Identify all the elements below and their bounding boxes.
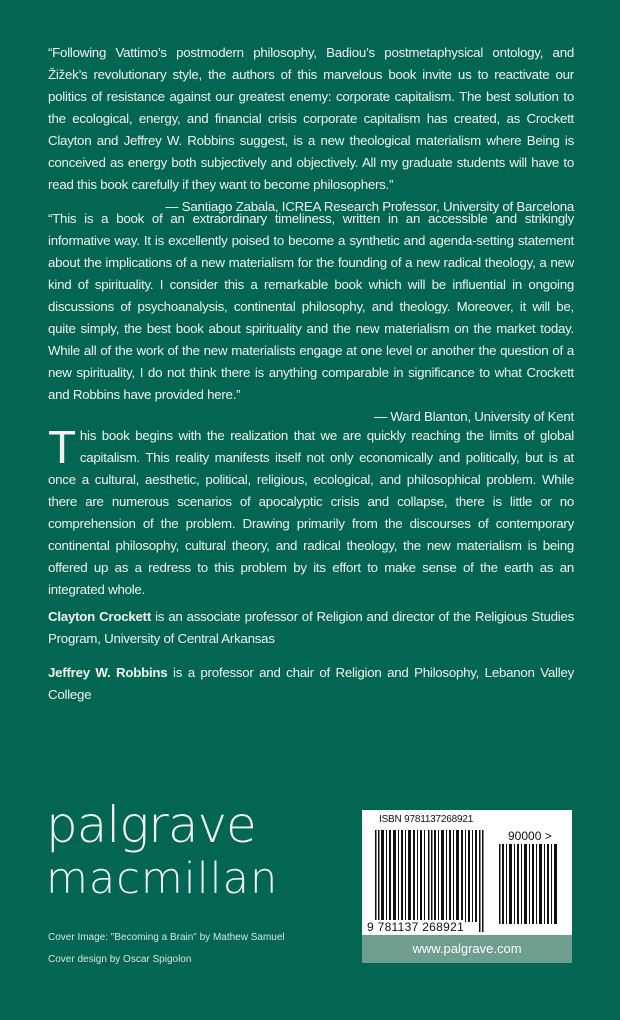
endorsement-quote-zabala: [48, 42, 574, 218]
author-bio-text: is an associate professor of Religion and director of the Religious Studies Program, University of Central Arkansas: [48, 609, 574, 646]
quote-text: “This is a book of an extraordinary timeliness, written in an accessible and strikingly informative way. It is excellently poised to become a synthetic and agenda-setting statement about the implications of a new materialism for the founding of a new radical theology, a new kind of spirituality. I consider this a remarkable book which will be influential in ongoing discussions of psychoanalysis, continental philosophy, and theology. Moreover, it will be, quite simply, the best book about spirituality and the new materialism on the market today. While all of the work of the new materialists engage at one level or another the question of a new spirituality, I do not think there is anything comparable in significance to what Crockett and Robbins have provided here.”: [48, 211, 574, 402]
author-name: Jeffrey W. Robbins: [48, 665, 168, 680]
book-description: [48, 421, 574, 601]
barcode-bars-icon: [375, 830, 485, 932]
author-bio-robbins: [48, 662, 574, 706]
cover-image-credit: Cover Image: "Becoming a Brain" by Mathew Samuel: [48, 932, 285, 943]
isbn-digits: 9 781137 268921: [367, 920, 465, 934]
quote-attribution: — Ward Blanton, University of Kent: [373, 409, 574, 424]
addon-barcode-icon: [499, 844, 559, 924]
quote-attribution: — Santiago Zabala, ICREA Research Professor, University of Barcelona: [165, 199, 574, 214]
quote-text: “Following Vattimo’s postmodern philosophy, Badiou’s postmetaphysical ontology, and Žižek’s revolutionary style, the authors of this marvelous book invite us to reactivate our politics of resistance against our greatest enemy: corporate capitalism. The best solution to the ecological, energy, and financial crisis corporate capitalism has created, as Crockett Clayton and Jeffrey W. Robbins suggest, is a new theological materialism where Being is conceived as energy both subjectively and objectively. All my graduate students will have to read this book carefully if they want to become philosophers.”: [48, 45, 574, 192]
publisher-logo: [46, 796, 279, 904]
cover-design-credit: Cover design by Oscar Spigolon: [48, 954, 192, 965]
price-code: 90000 >: [508, 829, 552, 843]
isbn-barcode: [362, 810, 572, 963]
cover-credits: [48, 927, 285, 971]
endorsement-quote-blanton: [48, 208, 574, 428]
isbn-label: ISBN 9781137268921: [379, 814, 474, 825]
author-bio-text: is a professor and chair of Religion and Philosophy, Lebanon Valley College: [48, 665, 574, 702]
drop-cap: T: [48, 421, 76, 473]
logo-line-palgrave: palgrave: [46, 796, 256, 854]
author-bio-crockett: [48, 606, 574, 650]
logo-line-macmillan: macmillan: [46, 854, 279, 904]
description-text: his book begins with the realization that we are quickly reaching the limits of global capitalism. This reality manifests itself not only economically and politically, but is at once a cultural, aesthetic, political, religious, ecological, and philosophical problem. While there are numerous scenarios of apocalyptic crisis and collapse, there is little or no comprehension of the problem. Drawing primarily from the discourses of contemporary continental philosophy, cultural theory, and radical theology, the new materialism is being offered up as a redress to this problem by its effort to make sense of the earth as an integrated whole.: [48, 428, 574, 597]
author-name: Clayton Crockett: [48, 609, 152, 624]
publisher-url: www.palgrave.com: [362, 935, 572, 963]
